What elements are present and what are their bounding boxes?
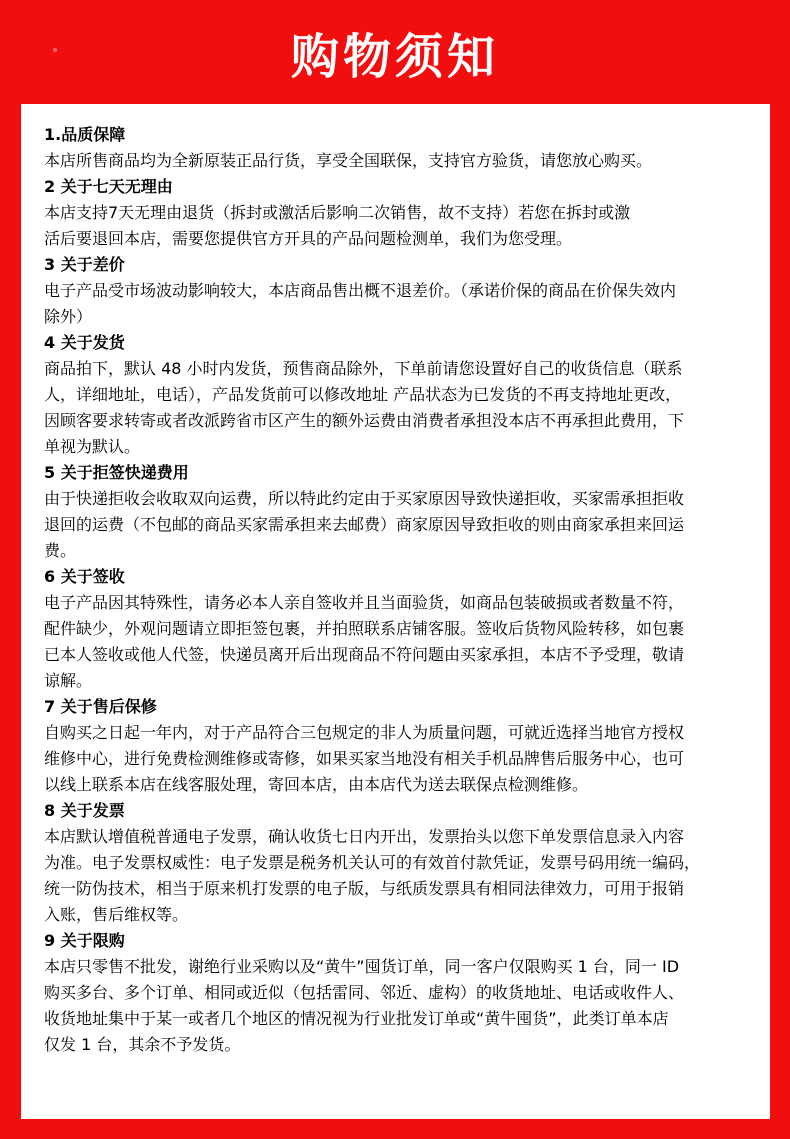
section-heading: 7 关于售后保修 — [44, 697, 157, 716]
section-text: 商品拍下，默认 48 小时内发货，预售商品除外，下单前请您设置好自己的收货信息（联系 — [44, 359, 683, 378]
section-text: 统一防伪技术，相当于原来机打发票的电子版，与纸质发票具有相同法律效力，可用于报销 — [44, 879, 685, 898]
section-text: 人，详细地址，电话），产品发货前可以修改地址 产品状态为已发货的不再支持地址更改， — [44, 385, 682, 404]
section-heading: 5 关于拒签快递费用 — [44, 463, 189, 482]
section-text: 仅发 1 台，其余不予发货。 — [44, 1035, 241, 1054]
header-banner — [0, 0, 790, 104]
section-refused-delivery-fee — [44, 460, 746, 564]
section-text: 本店只零售不批发，谢绝行业采购以及“黄牛”囤货订单，同一客户仅限购买 1 台，同一 ID — [44, 957, 680, 976]
section-text: 本店支持7天无理由退货（拆封或激活后影响二次销售，故不支持）若您在拆封或激 — [44, 203, 631, 222]
section-quality — [44, 122, 746, 174]
section-text: 谅解。 — [44, 671, 93, 690]
section-text: 退回的运费（不包邮的商品买家需承担来去邮费）商家原因导致拒收的则由商家承担来回运 — [44, 515, 685, 534]
section-signing — [44, 564, 746, 694]
section-purchase-limit — [44, 928, 746, 1058]
section-invoice — [44, 798, 746, 928]
section-shipping — [44, 330, 746, 460]
section-text: 因顾客要求转寄或者改派跨省市区产生的额外运费由消费者承担没本店不再承担此费用，下 — [44, 411, 685, 430]
section-text: 入账，售后维权等。 — [44, 905, 189, 924]
section-text: 由于快递拒收会收取双向运费，所以特此约定由于买家原因导致快递拒收，买家需承担拒收 — [44, 489, 685, 508]
section-text: 本店所售商品均为全新原装正品行货，享受全国联保，支持官方验货，请您放心购买。 — [44, 151, 653, 170]
section-warranty — [44, 694, 746, 798]
section-text: 电子产品因其特殊性，请务必本人亲自签收并且当面验货，如商品包装破损或者数量不符， — [44, 593, 685, 612]
section-heading: 6 关于签收 — [44, 567, 125, 586]
section-text: 活后要退回本店，需要您提供官方开具的产品问题检测单，我们为您受理。 — [44, 229, 573, 248]
section-heading: 4 关于发货 — [44, 333, 125, 352]
section-text: 购买多台、多个订单、相同或近似（包括雷同、邻近、虚构）的收货地址、电话或收件人、 — [44, 983, 685, 1002]
section-text: 为准。电子发票权威性：电子发票是税务机关认可的有效首付款凭证，发票号码用统一编码， — [44, 853, 701, 872]
section-text: 单视为默认。 — [44, 437, 141, 456]
section-text: 收货地址集中于某一或者几个地区的情况视为行业批发订单或“黄牛囤货”，此类订单本店 — [44, 1009, 669, 1028]
section-text: 维修中心，进行免费检测维修或寄修，如果买家当地没有相关手机品牌售后服务中心，也可 — [44, 749, 685, 768]
section-text: 自购买之日起一年内，对于产品符合三包规定的非人为质量问题，可就近选择当地官方授权 — [44, 723, 685, 742]
section-text: 除外） — [44, 307, 93, 326]
section-price-difference — [44, 252, 746, 330]
section-seven-day-return — [44, 174, 746, 252]
section-text: 电子产品受市场波动影响较大，本店商品售出概不退差价。（承诺价保的商品在价保失效内 — [44, 281, 677, 300]
section-text: 以线上联系本店在线客服处理，寄回本店，由本店代为送去联保点检测维修。 — [44, 775, 589, 794]
notice-content — [44, 122, 746, 1058]
section-text: 配件缺少，外观问题请立即拒签包裹，并拍照联系店铺客服。签收后货物风险转移，如包裹 — [44, 619, 685, 638]
section-heading: 8 关于发票 — [44, 801, 125, 820]
section-text: 费。 — [44, 541, 77, 560]
page-title: 购物须知 — [290, 29, 499, 85]
section-heading: 9 关于限购 — [44, 931, 125, 950]
section-heading: 3 关于差价 — [44, 255, 125, 274]
section-text: 本店默认增值税普通电子发票，确认收货七日内开出，发票抬头以您下单发票信息录入内容 — [44, 827, 685, 846]
section-heading: 1.品质保障 — [44, 125, 126, 144]
section-text: 已本人签收或他人代签，快递员离开后出现商品不符问题由买家承担，本店不予受理，敬请 — [44, 645, 685, 664]
notice-panel — [21, 104, 770, 1119]
section-heading: 2 关于七天无理由 — [44, 177, 173, 196]
